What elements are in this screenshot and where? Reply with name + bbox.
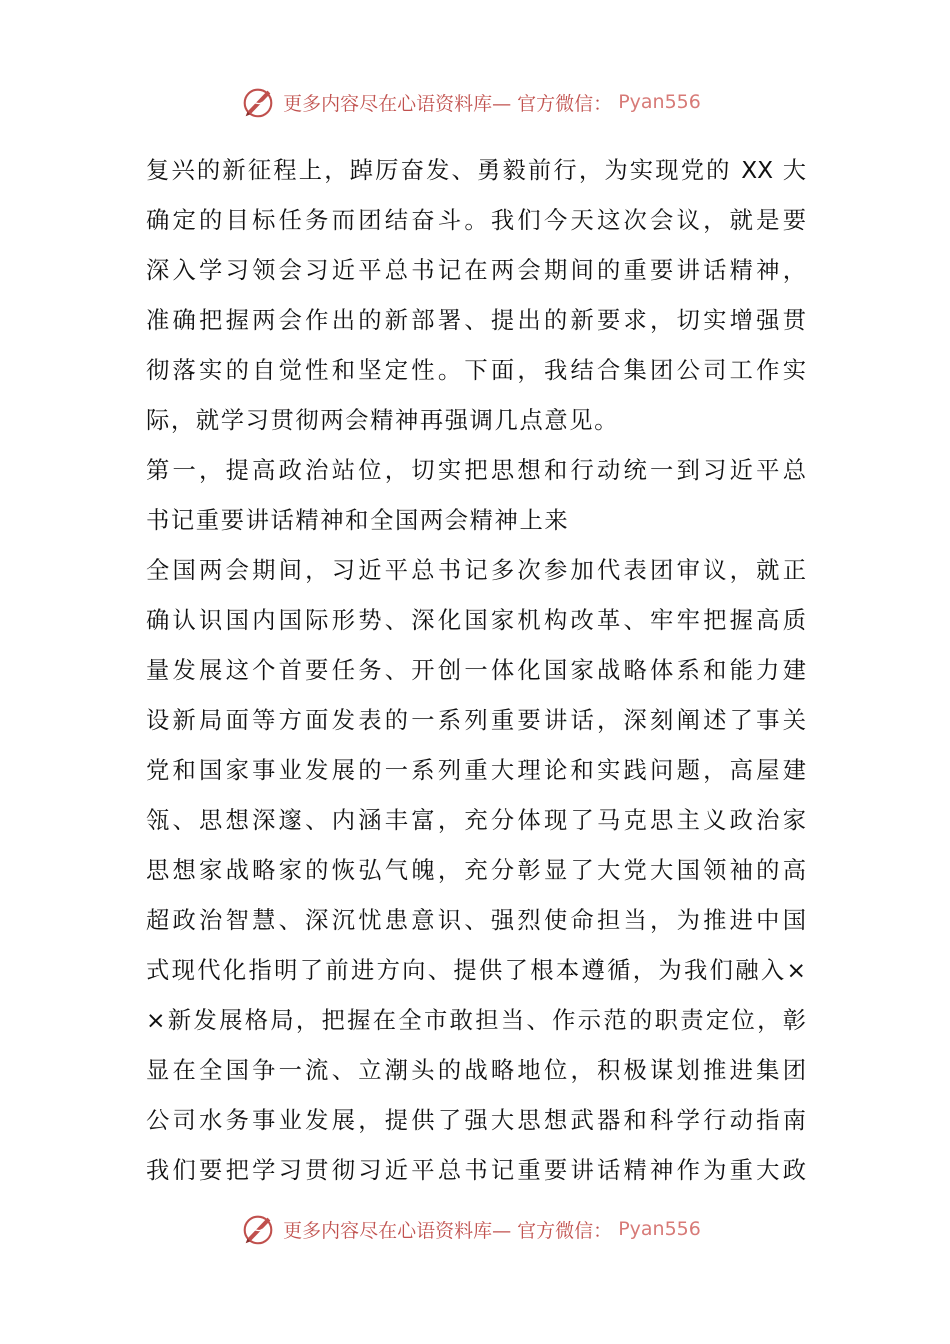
watermark-wechat-label: 官方微信：	[517, 92, 613, 115]
watermark-banner-top	[0, 80, 950, 124]
body-line: 际，就学习贯彻两会精神再强调几点意见。	[146, 407, 620, 434]
section-heading-line: 第一，提高政治站位，切实把思想和行动统一到习近平总	[146, 457, 806, 484]
body-line: 我们要把学习贯彻习近平总书记重要讲话精神作为重大政	[146, 1157, 806, 1184]
body-line: 式现代化指明了前进方向、提供了根本遵循，为我们融入×	[146, 957, 806, 984]
body-line: 公司水务事业发展，提供了强大思想武器和科学行动指南	[146, 1107, 806, 1134]
watermark-group	[239, 83, 701, 121]
section-heading-line: 书记重要讲话精神和全国两会精神上来	[146, 507, 570, 534]
watermark-group	[239, 1210, 701, 1248]
pen-logo-icon	[239, 83, 277, 121]
pen-logo-icon	[239, 1210, 277, 1248]
document-body	[146, 146, 806, 1196]
watermark-text: 更多内容尽在心语资料库—	[283, 92, 512, 115]
body-line: 超政治智慧、深沉忧患意识、强烈使命担当，为推进中国	[146, 907, 806, 934]
body-line: 显在全国争一流、立潮头的战略地位，积极谋划推进集团	[146, 1057, 806, 1084]
body-line: 量发展这个首要任务、开创一体化国家战略体系和能力建	[146, 657, 806, 684]
body-line: 党和国家事业发展的一系列重大理论和实践问题，高屋建	[146, 757, 806, 784]
body-line: ×新发展格局，把握在全市敢担当、作示范的职责定位，彰	[146, 1007, 806, 1034]
body-line: 彻落实的自觉性和坚定性。下面，我结合集团公司工作实	[146, 357, 806, 384]
body-line: 准确把握两会作出的新部署、提出的新要求，切实增强贯	[146, 307, 806, 334]
watermark-text: 更多内容尽在心语资料库—	[283, 1219, 512, 1242]
body-line: 深入学习领会习近平总书记在两会期间的重要讲话精神，	[146, 257, 806, 284]
body-line: 复兴的新征程上，踔厉奋发、勇毅前行，为实现党的 XX 大	[146, 157, 806, 184]
body-line: 设新局面等方面发表的一系列重要讲话，深刻阐述了事关	[146, 707, 806, 734]
watermark-wechat-id: Pyan556	[618, 91, 701, 113]
watermark-wechat-id: Pyan556	[618, 1218, 701, 1240]
body-line: 思想家战略家的恢弘气魄，充分彰显了大党大国领袖的高	[146, 857, 806, 884]
body-line: 全国两会期间，习近平总书记多次参加代表团审议，就正	[146, 557, 806, 584]
body-line: 瓴、思想深邃、内涵丰富，充分体现了马克思主义政治家	[146, 807, 806, 834]
body-line: 确定的目标任务而团结奋斗。我们今天这次会议，就是要	[146, 207, 806, 234]
watermark-banner-bottom	[0, 1207, 950, 1251]
watermark-wechat-label: 官方微信：	[517, 1219, 613, 1242]
body-line: 确认识国内国际形势、深化国家机构改革、牢牢把握高质	[146, 607, 806, 634]
